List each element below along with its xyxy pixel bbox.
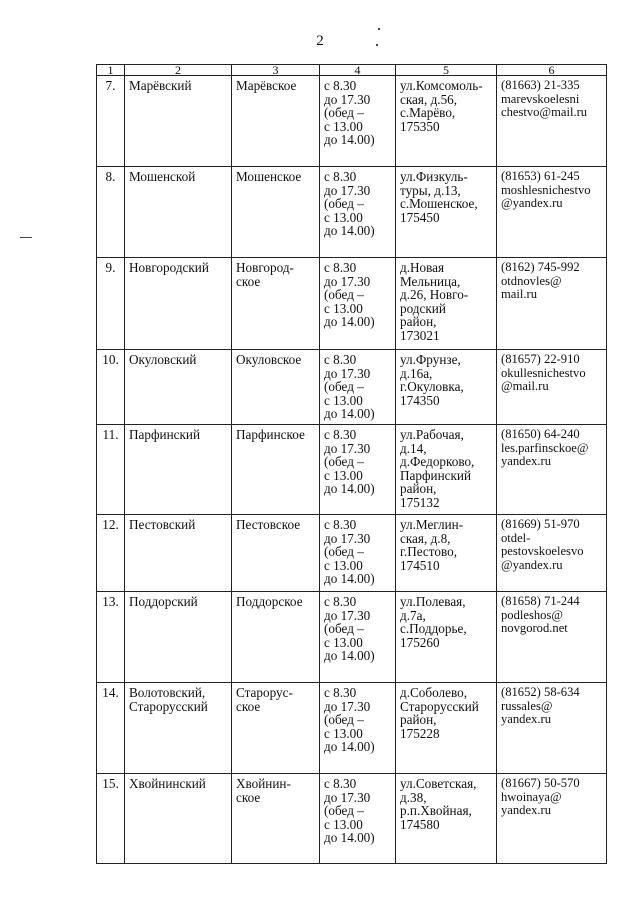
contact-cell: (81669) 51-970 otdel- pestovskoelesvo @yandex.ru [497, 515, 607, 592]
contact-cell: (81667) 50-570 hwoinaya@ yandex.ru [497, 774, 607, 864]
hours-cell: с 8.30 до 17.30 (обед – с 13.00 до 14.00) [320, 76, 396, 167]
hours-cell: с 8.30 до 17.30 (обед – с 13.00 до 14.00) [320, 258, 396, 350]
forestry-cell: Поддорское [232, 592, 320, 683]
district-cell: Волотовский, Старорусский [125, 683, 232, 774]
address-cell: ул.Меглин- ская, д.8, г.Пестово, 174510 [396, 515, 497, 592]
row-number: 9. [97, 258, 125, 350]
forestry-offices-table [96, 64, 607, 864]
hours-cell: с 8.30 до 17.30 (обед – с 13.00 до 14.00) [320, 683, 396, 774]
contact-cell: (81653) 61-245 moshlesnichestvo @yandex.ru [497, 167, 607, 258]
forestry-cell: Старорус- ское [232, 683, 320, 774]
forestry-cell: Хвойнин- ское [232, 774, 320, 864]
scan-speck [378, 28, 380, 30]
row-number: 13. [97, 592, 125, 683]
column-header-5: 5 [396, 65, 497, 76]
contact-cell: (81658) 71-244 podleshos@ novgorod.net [497, 592, 607, 683]
row-number: 10. [97, 350, 125, 425]
scan-speck [376, 44, 378, 46]
hours-cell: с 8.30 до 17.30 (обед – с 13.00 до 14.00) [320, 167, 396, 258]
address-cell: д.Новая Мельница, д.26, Новго- родский район, 173021 [396, 258, 497, 350]
table-row [97, 350, 607, 425]
contact-cell: (81652) 58-634 russales@ yandex.ru [497, 683, 607, 774]
hours-cell: с 8.30 до 17.30 (обед – с 13.00 до 14.00) [320, 350, 396, 425]
address-cell: ул.Полевая, д.7а, с.Поддорье, 175260 [396, 592, 497, 683]
hours-cell: с 8.30 до 17.30 (обед – с 13.00 до 14.00) [320, 425, 396, 515]
row-number: 8. [97, 167, 125, 258]
column-header-2: 2 [125, 65, 232, 76]
table-row [97, 592, 607, 683]
address-cell: ул.Рабочая, д.14, д.Федорково, Парфинский район, 175132 [396, 425, 497, 515]
contact-cell: (81650) 64-240 les.parfinsckoe@ yandex.ru [497, 425, 607, 515]
column-header-3: 3 [232, 65, 320, 76]
address-cell: ул.Физкуль- туры, д.13, с.Мошенское, 175450 [396, 167, 497, 258]
address-cell: ул.Комсомоль- ская, д.56, с.Марёво, 175350 [396, 76, 497, 167]
address-cell: д.Соболево, Старорусский район, 175228 [396, 683, 497, 774]
row-number: 12. [97, 515, 125, 592]
table-row [97, 683, 607, 774]
contact-cell: (8162) 745-992 otdnovles@ mail.ru [497, 258, 607, 350]
forestry-cell: Пестовское [232, 515, 320, 592]
forestry-cell: Окуловское [232, 350, 320, 425]
table-row [97, 774, 607, 864]
hours-cell: с 8.30 до 17.30 (обед – с 13.00 до 14.00) [320, 774, 396, 864]
address-cell: ул.Советская, д.38, р.п.Хвойная, 174580 [396, 774, 497, 864]
address-cell: ул.Фрунзе, д.16а, г.Окуловка, 174350 [396, 350, 497, 425]
district-cell: Мошенской [125, 167, 232, 258]
row-number: 11. [97, 425, 125, 515]
page-number: 2 [316, 33, 324, 49]
contact-cell: (81663) 21-335 marevskoelesni chestvo@mail.ru [497, 76, 607, 167]
district-cell: Марёвский [125, 76, 232, 167]
table-row [97, 515, 607, 592]
district-cell: Пестовский [125, 515, 232, 592]
column-header-6: 6 [497, 65, 607, 76]
column-header-1: 1 [97, 65, 125, 76]
row-number: 14. [97, 683, 125, 774]
scan-mark [20, 237, 32, 238]
forestry-cell: Парфинское [232, 425, 320, 515]
hours-cell: с 8.30 до 17.30 (обед – с 13.00 до 14.00) [320, 515, 396, 592]
column-header-4: 4 [320, 65, 396, 76]
row-number: 15. [97, 774, 125, 864]
district-cell: Окуловский [125, 350, 232, 425]
district-cell: Новгородский [125, 258, 232, 350]
table-row [97, 76, 607, 167]
table-row [97, 425, 607, 515]
district-cell: Поддорский [125, 592, 232, 683]
table-row [97, 258, 607, 350]
forestry-cell: Марёвское [232, 76, 320, 167]
table-row [97, 167, 607, 258]
forestry-cell: Мошенское [232, 167, 320, 258]
hours-cell: с 8.30 до 17.30 (обед – с 13.00 до 14.00) [320, 592, 396, 683]
row-number: 7. [97, 76, 125, 167]
district-cell: Парфинский [125, 425, 232, 515]
district-cell: Хвойнинский [125, 774, 232, 864]
contact-cell: (81657) 22-910 okullesnichestvo @mail.ru [497, 350, 607, 425]
forestry-cell: Новгород- ское [232, 258, 320, 350]
header-row [97, 65, 607, 76]
